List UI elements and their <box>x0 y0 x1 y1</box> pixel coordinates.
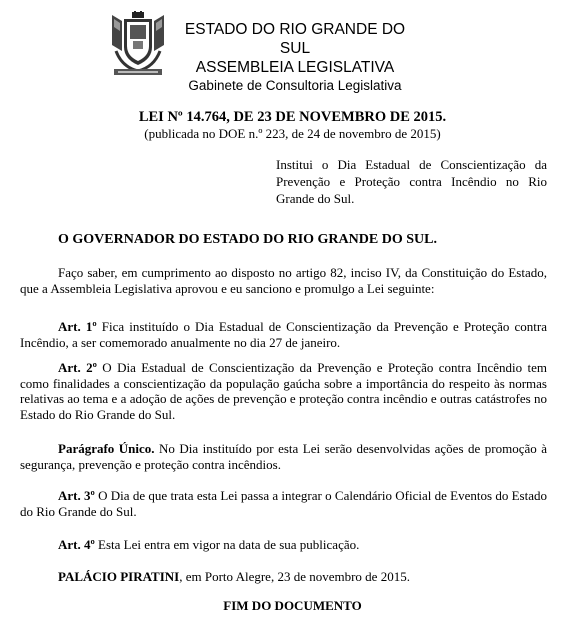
end-of-document: FIM DO DOCUMENTO <box>223 598 362 613</box>
signature-line <box>20 569 547 585</box>
sole-paragraph <box>20 441 547 472</box>
article-1 <box>20 319 547 350</box>
state-coat-of-arms-icon <box>108 11 168 77</box>
article-2-label: Art. 2º <box>58 360 97 375</box>
article-4-text: Esta Lei entra em vigor na data de sua publicação. <box>94 537 360 552</box>
signature-date: , em Porto Alegre, 23 de novembro de 2015. <box>179 569 410 584</box>
sole-paragraph-label: Parágrafo Único. <box>58 441 155 456</box>
state-name: ESTADO DO RIO GRANDE DO SUL <box>184 21 406 57</box>
assembly-name: ASSEMBLEIA LEGISLATIVA <box>195 59 395 76</box>
article-2 <box>20 360 547 422</box>
article-2-text: O Dia Estadual de Conscientização da Prevenção e Proteção contra Incêndio tem como finalidades a conscientização da população gaúcha sobre a importância do respeito às normas relativas ao tema e a adoção de ações de prevenção e proteção contra incêndio e outras catástrofes no Estado do Rio Grande do Sul. <box>20 360 548 422</box>
document-header <box>175 20 415 94</box>
intro-paragraph: Faço saber, em cumprimento ao disposto no artigo 82, inciso IV, da Constituição do Estado, que a Assembleia Legislativa aprovou e eu sanciono e promulgo a Lei seguinte: <box>20 265 547 296</box>
article-3-label: Art. 3º <box>58 488 95 503</box>
article-4-label: Art. 4º <box>58 537 95 552</box>
law-title: LEI Nº 14.764, DE 23 DE NOVEMBRO DE 2015. <box>138 109 447 125</box>
article-1-text: Fica instituído o Dia Estadual de Conscientização da Prevenção e Proteção contra Incêndio, a ser comemorado anualmente no dia 27 de janeiro. <box>20 319 547 350</box>
article-3-text: O Dia de que trata esta Lei passa a integrar o Calendário Oficial de Eventos do Estado do Rio Grande do Sul. <box>20 488 548 519</box>
palace-name: PALÁCIO PIRATINI <box>58 569 180 584</box>
article-4 <box>20 537 547 553</box>
governor-heading: O GOVERNADOR DO ESTADO DO RIO GRANDE DO SUL. <box>58 232 437 247</box>
article-1-label: Art. 1º <box>58 319 97 334</box>
article-3 <box>20 488 547 519</box>
sole-paragraph-text: No Dia instituído por esta Lei serão desenvolvidas ações de promoção à segurança, prevenção e proteção contra incêndios. <box>20 441 547 472</box>
publication-note: (publicada no DOE n.º 223, de 24 de novembro de 2015) <box>144 126 441 141</box>
office-name: Gabinete de Consultoria Legislativa <box>188 78 402 93</box>
law-summary: Institui o Dia Estadual de Conscientização da Prevenção e Proteção contra Incêndio no Rio Grande do Sul. <box>276 157 547 206</box>
